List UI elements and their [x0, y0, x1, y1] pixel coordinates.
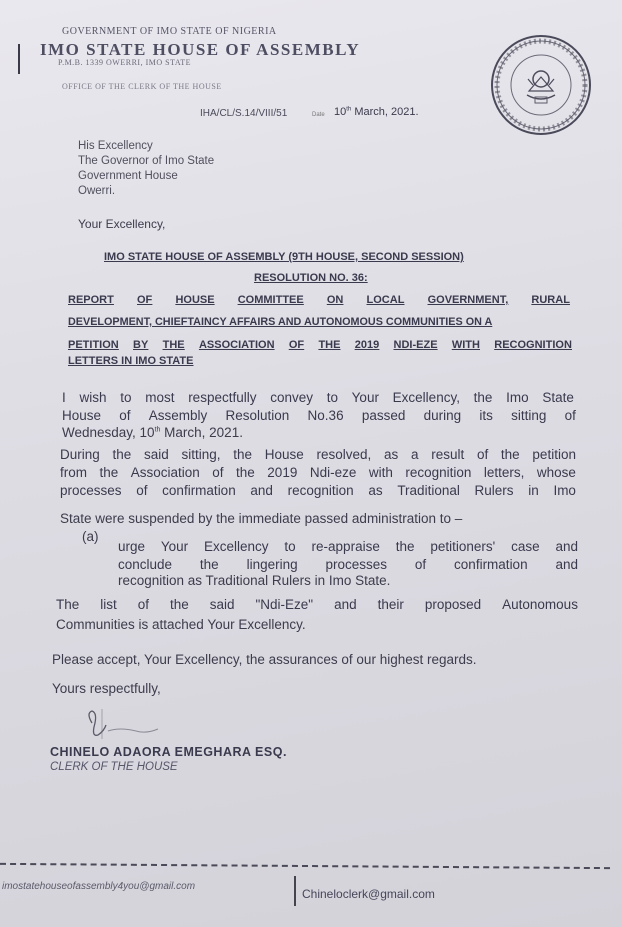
subject-line-3: PETITION BY THE ASSOCIATION OF THE 2019 NDI-EZE WITH RECOGNITION: [68, 339, 572, 351]
subject-line-1: REPORT OF HOUSE COMMITTEE ON LOCAL GOVERNMENT, RURAL: [68, 294, 570, 306]
letterhead-assembly: IMO STATE HOUSE OF ASSEMBLY: [40, 40, 361, 59]
assembly-seal-icon: [489, 33, 593, 137]
addressee-line-3: Government House: [78, 170, 178, 182]
item-a-marker: (a): [82, 529, 99, 544]
letterhead-office: OFFICE OF THE CLERK OF THE HOUSE: [62, 82, 222, 91]
letterhead-government: GOVERNMENT OF IMO STATE OF NIGERIA: [62, 26, 277, 37]
para1-line-2: House of Assembly Resolution No.36 passed during its sitting of: [62, 408, 576, 423]
addressee-line-4: Owerri.: [78, 185, 116, 197]
para1-line-1: I wish to most respectfully convey to Your Excellency, the Imo State: [62, 390, 574, 405]
closing-regards: Please accept, Your Excellency, the assurances of our highest regards.: [52, 652, 477, 667]
footer-divider: [0, 863, 610, 869]
item-a-line-3: recognition as Traditional Rulers in Imo State.: [118, 573, 391, 588]
letterhead-address: P.M.B. 1339 OWERRI, IMO STATE: [58, 58, 191, 67]
heading-resolution: RESOLUTION NO. 36:: [254, 272, 368, 284]
footer-email-assembly: imostatehouseofassembly4you@gmail.com: [2, 881, 196, 892]
subject-line-4: LETTERS IN IMO STATE: [68, 355, 194, 367]
closing-valediction: Yours respectfully,: [52, 681, 161, 696]
para2-line-4: State were suspended by the immediate passed administration to –: [60, 511, 463, 526]
footer-separator: [294, 876, 296, 906]
para3-line-2: Communities is attached Your Excellency.: [56, 617, 306, 632]
subject-line-2: DEVELOPMENT, CHIEFTAINCY AFFAIRS AND AUTONOMOUS COMMUNITIES ON A: [68, 316, 493, 328]
addressee-line-2: The Governor of Imo State: [78, 155, 215, 167]
addressee-line-1: His Excellency: [78, 140, 153, 152]
para2-line-1: During the said sitting, the House resolved, as a result of the petition: [60, 447, 576, 462]
date-label: Date: [312, 112, 325, 118]
margin-mark: [18, 44, 20, 74]
para3-line-1: The list of the said "Ndi-Eze" and their proposed Autonomous: [56, 597, 578, 612]
item-a-line-1: urge Your Excellency to re-appraise the petitioners' case and: [118, 539, 578, 554]
heading-session: IMO STATE HOUSE OF ASSEMBLY (9TH HOUSE, SECOND SESSION): [104, 251, 464, 263]
item-a-line-2: conclude the lingering processes of confirmation and: [118, 557, 578, 572]
para2-line-2: from the Association of the 2019 Ndi-eze with recognition letters, whose: [60, 465, 576, 480]
footer-email-clerk: Chineloclerk@gmail.com: [302, 887, 435, 901]
signatory-name: CHINELO ADAORA EMEGHARA ESQ.: [50, 745, 287, 759]
salutation: Your Excellency,: [78, 217, 166, 231]
handwritten-signature-icon: [80, 705, 190, 745]
para1-line-3: Wednesday, 10th March, 2021.: [62, 425, 243, 440]
para2-line-3: processes of confirmation and recognition as Traditional Rulers in Imo: [60, 483, 576, 498]
letter-date: 10th March, 2021.: [334, 106, 419, 118]
reference-number: IHA/CL/S.14/VIII/51: [200, 108, 288, 119]
signatory-title: CLERK OF THE HOUSE: [50, 761, 178, 773]
